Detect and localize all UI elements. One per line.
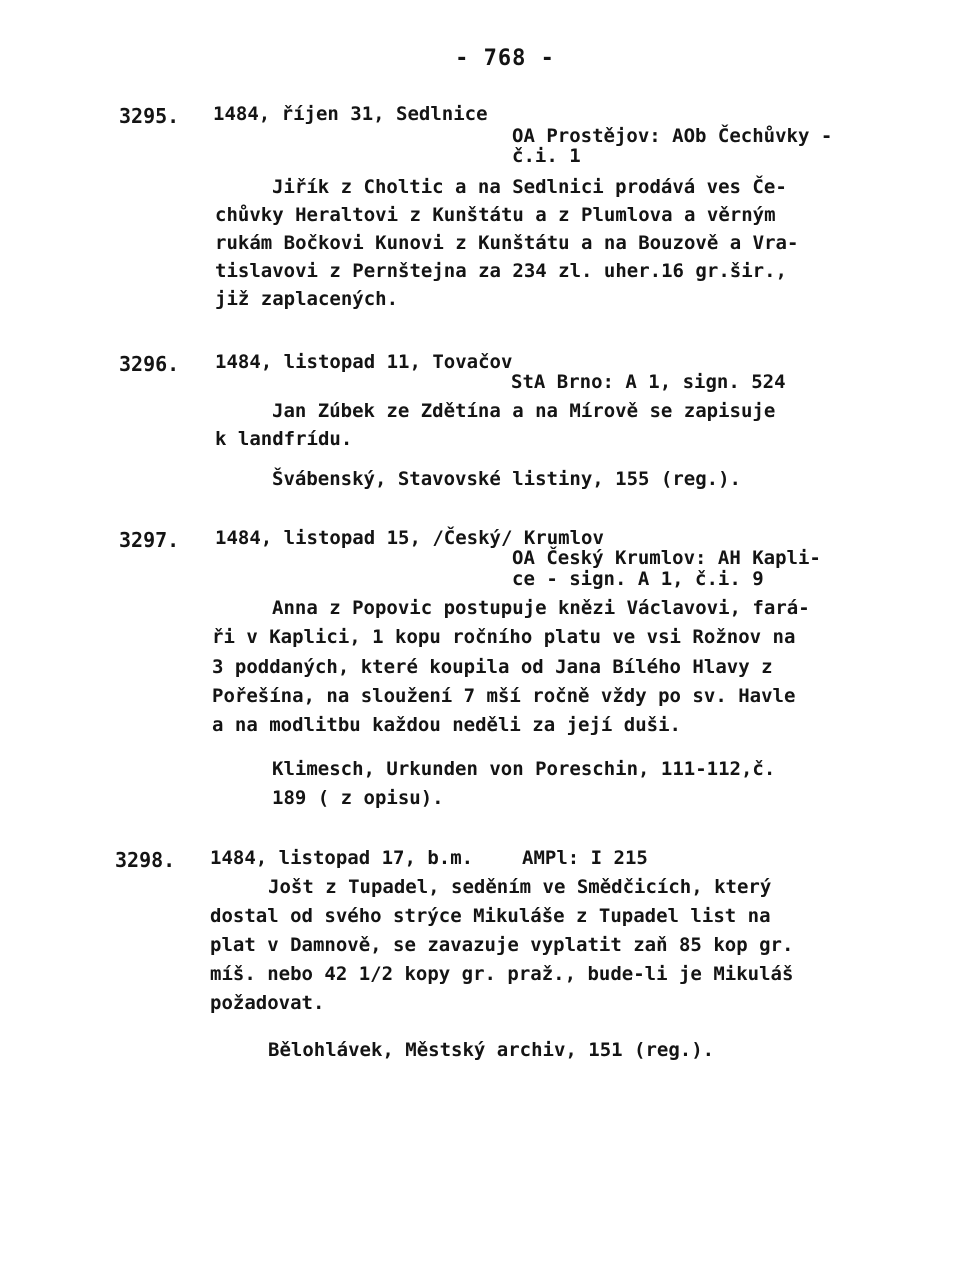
- entry-text-line: k landfrídu.: [215, 428, 353, 450]
- entry-text-line: Anna z Popovic postupuje knězi Václavovi, fará-: [272, 597, 810, 619]
- entry-text-line: dostal od svého strýce Mikuláše z Tupadel list na: [210, 905, 771, 927]
- entry-source-line: ce - sign. A 1, č.i. 9: [512, 568, 764, 590]
- entry-text-line: míš. nebo 42 1/2 kopy gr. praž., bude-li je Mikuláš: [210, 963, 794, 985]
- entry-text-line: chůvky Heraltovi z Kunštátu a z Plumlova a věrným: [215, 204, 776, 226]
- entry-text-line: Jiřík z Choltic a na Sedlnici prodává ves Če-: [272, 176, 787, 198]
- entry-text-line: 3 poddaných, které koupila od Jana Bílého Hlavy z: [212, 656, 773, 678]
- entry-literature-line: Bělohlávek, Městský archiv, 151 (reg.).: [268, 1039, 715, 1061]
- entry-source-line: OA Prostějov: AOb Čechůvky -: [512, 125, 833, 147]
- entry-literature-line: Klimesch, Urkunden von Poreschin, 111-112,č.: [272, 758, 776, 780]
- entry-source-line: č.i. 1: [512, 145, 581, 167]
- entry-text-line: a na modlitbu každou neděli za její duši.: [212, 714, 681, 736]
- entry-text-line: již zaplacených.: [215, 288, 399, 310]
- entry-heading: 1484, listopad 17, b.m.: [210, 847, 474, 869]
- entry-text-line: Pořešína, na sloužení 7 mší ročně vždy po sv. Havle: [212, 685, 796, 707]
- entry-source-line: StA Brno: A 1, sign. 524: [511, 371, 786, 393]
- entry-number: 3297.: [119, 528, 180, 552]
- entry-heading: 1484, říjen 31, Sedlnice: [213, 103, 488, 125]
- entry-source-line: AMPl: I 215: [522, 847, 648, 869]
- page-number: - 768 -: [455, 46, 555, 71]
- entry-literature-line: 189 ( z opisu).: [272, 787, 444, 809]
- entry-number: 3296.: [119, 352, 180, 376]
- entry-heading: 1484, listopad 15, /Český/ Krumlov: [215, 527, 604, 549]
- entry-literature-line: Švábenský, Stavovské listiny, 155 (reg.).: [272, 468, 741, 490]
- entry-text-line: ři v Kaplici, 1 kopu ročního platu ve vsi Rožnov na: [212, 626, 796, 648]
- entry-heading: 1484, listopad 11, Tovačov: [215, 351, 513, 373]
- entry-text-line: požadovat.: [210, 992, 325, 1014]
- entry-source-line: OA Český Krumlov: AH Kapli-: [512, 547, 821, 569]
- entry-text-line: Jan Zúbek ze Zdětína a na Mírově se zapisuje: [272, 400, 776, 422]
- entry-text-line: rukám Bočkovi Kunovi z Kunštátu a na Bouzově a Vra-: [215, 232, 799, 254]
- entry-text-line: tislavovi z Pernštejna za 234 zl. uher.16 gr.šir.,: [215, 260, 787, 282]
- entry-number: 3295.: [119, 104, 180, 128]
- entry-number: 3298.: [115, 848, 176, 872]
- entry-text-line: Jošt z Tupadel, seděním ve Smědčicích, který: [268, 876, 772, 898]
- entry-text-line: plat v Damnově, se zavazuje vyplatit zaň 85 kop gr.: [210, 934, 794, 956]
